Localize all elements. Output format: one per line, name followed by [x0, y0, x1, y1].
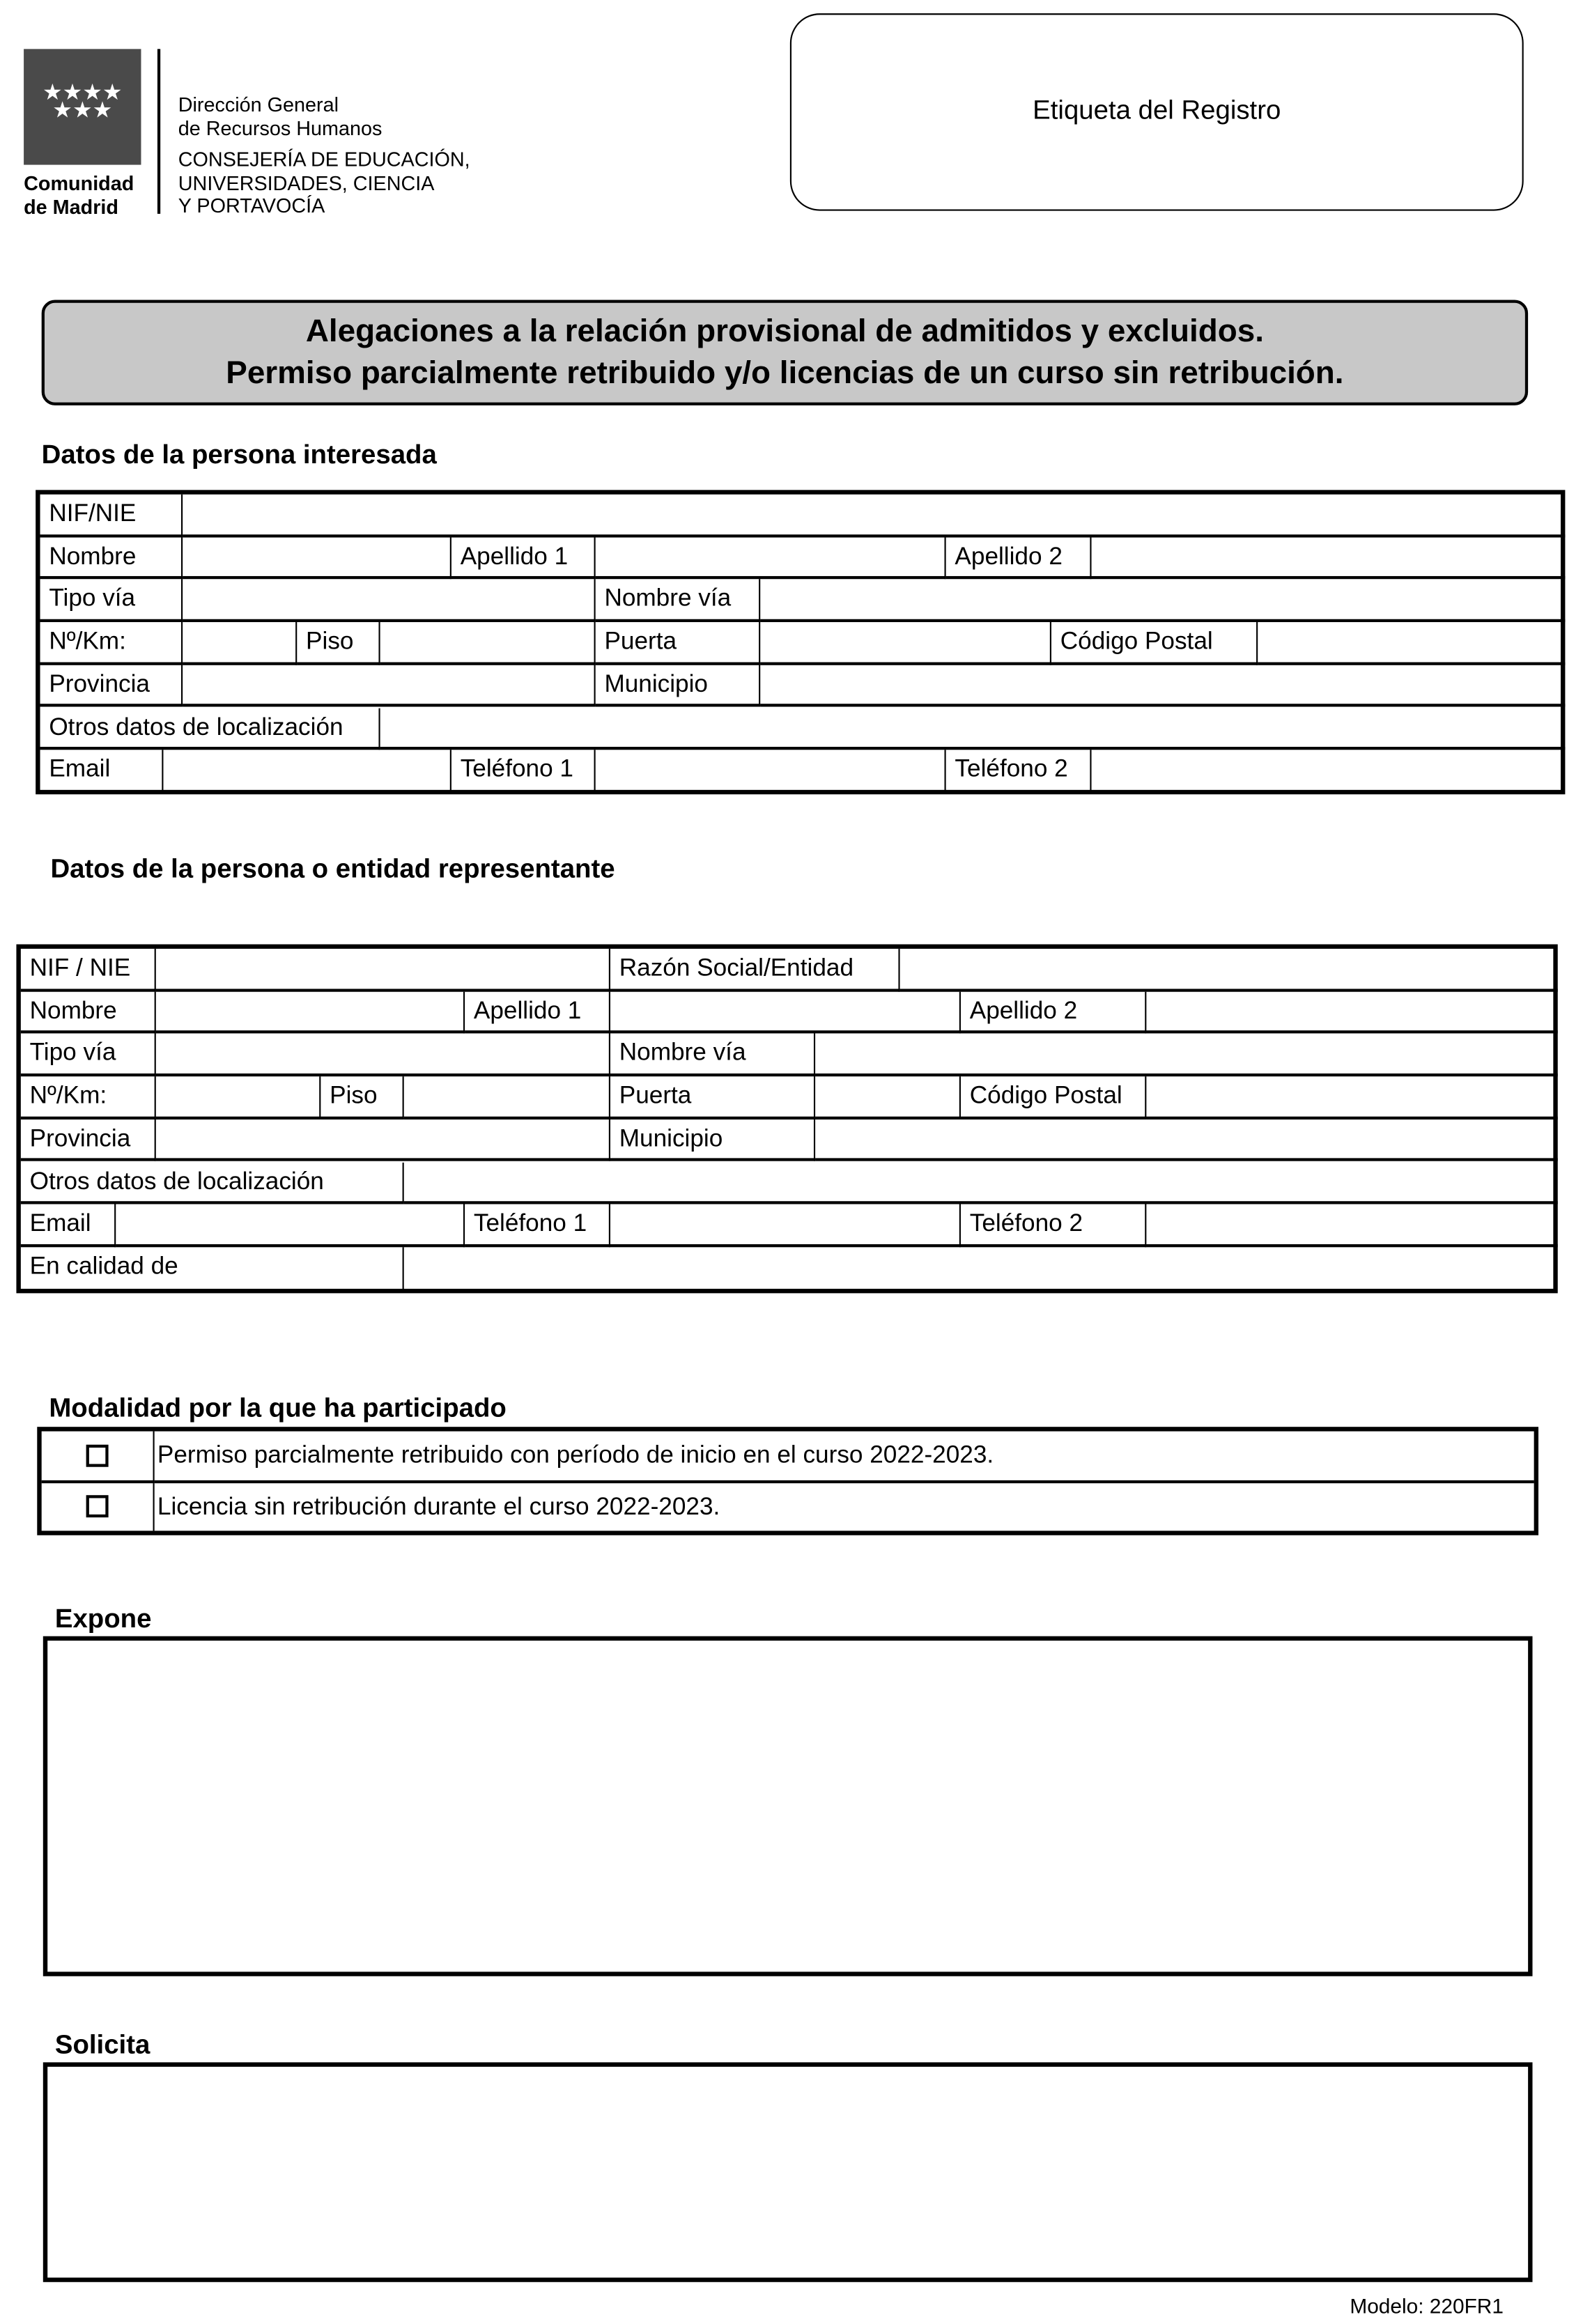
nombre-label: Nombre	[21, 991, 156, 1034]
puerta-input[interactable]	[815, 1076, 961, 1119]
nombre-input[interactable]	[183, 537, 451, 580]
interested-heading: Datos de la persona interesada	[41, 439, 437, 470]
n-km-label: Nº/Km:	[21, 1076, 156, 1119]
logo-name-line2: de Madrid	[24, 196, 119, 219]
logo-name-line1: Comunidad	[24, 172, 134, 195]
comunidad-madrid-logo	[24, 49, 141, 164]
checkbox-licencia[interactable]	[86, 1495, 109, 1517]
apellido-2-input[interactable]	[1092, 537, 1566, 580]
apellido-2-label: Apellido 2	[961, 991, 1146, 1034]
email-input[interactable]	[116, 1204, 465, 1247]
municipio-label: Municipio	[596, 665, 761, 707]
en-calidad-de-input[interactable]	[404, 1247, 1558, 1289]
telefono-2-label: Teléfono 2	[946, 750, 1092, 793]
expone-heading: Expone	[54, 1603, 152, 1634]
n-km-input[interactable]	[156, 1076, 321, 1119]
telefono-1-input[interactable]	[596, 750, 946, 793]
municipio-label: Municipio	[610, 1120, 815, 1162]
provincia-label: Provincia	[40, 665, 183, 707]
nombre-label: Nombre	[40, 537, 183, 580]
modality-heading: Modalidad por la que ha participado	[49, 1393, 507, 1423]
apellido-1-label: Apellido 1	[451, 537, 596, 580]
puerta-input[interactable]	[760, 622, 1051, 665]
logo-divider	[157, 49, 160, 214]
org-line: CONSEJERÍA DE EDUCACIÓN,	[178, 148, 470, 171]
checkbox-cell	[42, 1483, 155, 1531]
email-label: Email	[40, 750, 164, 793]
email-input[interactable]	[163, 750, 451, 793]
solicita-heading: Solicita	[54, 2029, 150, 2060]
otros-datos-de-localizacion-label: Otros datos de localización	[21, 1162, 404, 1204]
codigo-postal-label: Código Postal	[961, 1076, 1146, 1119]
codigo-postal-input[interactable]	[1258, 622, 1565, 665]
provincia-input[interactable]	[183, 665, 596, 707]
nif-nie-label: NIF/NIE	[40, 495, 183, 537]
org-line: de Recursos Humanos	[178, 117, 383, 140]
municipio-input[interactable]	[760, 665, 1565, 707]
title-line1: Alegaciones a la relación provisional de admitidos y excluidos.	[305, 313, 1264, 349]
en-calidad-de-label: En calidad de	[21, 1247, 404, 1289]
razon-social-entidad-label: Razón Social/Entidad	[610, 949, 900, 991]
tipo-via-label: Tipo vía	[40, 580, 183, 622]
org-line: Dirección General	[178, 93, 339, 116]
piso-input[interactable]	[404, 1076, 610, 1119]
nombre-via-label: Nombre vía	[610, 1034, 815, 1076]
option-licencia-label: Licencia sin retribución durante el curso 2022-2023.	[157, 1494, 720, 1521]
nif-nie-label: NIF / NIE	[21, 949, 156, 991]
municipio-input[interactable]	[815, 1120, 1558, 1162]
otros-datos-de-localizacion-input[interactable]	[380, 708, 1566, 750]
form-title	[42, 300, 1528, 405]
nombre-via-input[interactable]	[760, 580, 1565, 622]
apellido-1-label: Apellido 1	[465, 991, 610, 1034]
n-km-input[interactable]	[183, 622, 297, 665]
telefono-1-label: Teléfono 1	[451, 750, 596, 793]
tipo-via-label: Tipo vía	[21, 1034, 156, 1076]
otros-datos-de-localizacion-label: Otros datos de localización	[40, 708, 380, 750]
checkbox-permiso[interactable]	[86, 1445, 109, 1467]
ministry	[178, 148, 470, 217]
piso-input[interactable]	[380, 622, 596, 665]
provincia-input[interactable]	[156, 1120, 610, 1162]
provincia-label: Provincia	[21, 1120, 156, 1162]
nombre-input[interactable]	[156, 991, 465, 1034]
checkbox-cell	[42, 1432, 155, 1484]
solicita-textarea[interactable]	[43, 2062, 1533, 2282]
codigo-postal-label: Código Postal	[1051, 622, 1258, 665]
razon-social-entidad-input[interactable]	[900, 949, 1558, 991]
registry-label-box: Etiqueta del Registro	[790, 13, 1524, 210]
apellido-2-input[interactable]	[1146, 991, 1557, 1034]
stars-icon: ★★★★ ★★★	[42, 80, 123, 123]
expone-textarea[interactable]	[43, 1636, 1533, 1976]
puerta-label: Puerta	[596, 622, 761, 665]
nombre-via-label: Nombre vía	[596, 580, 761, 622]
org-line: Y PORTAVOCÍA	[178, 194, 325, 217]
tipo-via-input[interactable]	[183, 580, 596, 622]
logo-text	[24, 172, 146, 219]
otros-datos-de-localizacion-input[interactable]	[404, 1162, 1558, 1204]
puerta-label: Puerta	[610, 1076, 815, 1119]
telefono-2-label: Teléfono 2	[961, 1204, 1146, 1247]
codigo-postal-input[interactable]	[1146, 1076, 1557, 1119]
email-label: Email	[21, 1204, 116, 1247]
telefono-2-input[interactable]	[1092, 750, 1566, 793]
model-code: Modelo: 220FR1	[1350, 2293, 1504, 2318]
apellido-2-label: Apellido 2	[946, 537, 1092, 580]
tipo-via-input[interactable]	[156, 1034, 610, 1076]
title-line2: Permiso parcialmente retribuido y/o licencias de un curso sin retribución.	[226, 355, 1344, 391]
n-km-label: Nº/Km:	[40, 622, 183, 665]
modality-table	[37, 1427, 1538, 1535]
nombre-via-input[interactable]	[815, 1034, 1558, 1076]
apellido-1-input[interactable]	[596, 537, 946, 580]
representative-heading: Datos de la persona o entidad representante	[50, 853, 615, 884]
nif-nie-input[interactable]	[156, 949, 610, 991]
telefono-2-input[interactable]	[1146, 1204, 1557, 1247]
representative-table	[16, 945, 1557, 1294]
directorate	[178, 93, 383, 141]
telefono-1-label: Teléfono 1	[465, 1204, 610, 1247]
option-permiso-label: Permiso parcialmente retribuido con período de inicio en el curso 2022-2023.	[155, 1432, 1534, 1484]
org-line: UNIVERSIDADES, CIENCIA	[178, 171, 435, 194]
nif-nie-input[interactable]	[183, 495, 1565, 537]
telefono-1-input[interactable]	[610, 1204, 961, 1247]
piso-label: Piso	[321, 1076, 403, 1119]
apellido-1-input[interactable]	[610, 991, 961, 1034]
interested-table	[36, 490, 1565, 794]
piso-label: Piso	[297, 622, 380, 665]
